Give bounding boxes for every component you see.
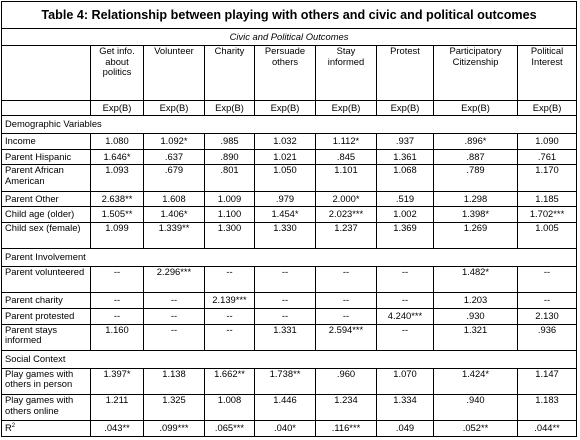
row-label: Parent Hispanic bbox=[2, 149, 91, 165]
value-cell: 1.298 bbox=[434, 191, 518, 207]
value-cell: 1.090 bbox=[518, 134, 577, 150]
value-cell: 1.369 bbox=[377, 223, 434, 249]
value-cell: .116*** bbox=[316, 421, 377, 437]
value-cell: 1.702*** bbox=[518, 207, 577, 223]
value-cell: -- bbox=[377, 293, 434, 309]
value-cell: -- bbox=[316, 293, 377, 309]
table-row bbox=[2, 395, 577, 421]
value-cell: 1.398* bbox=[434, 207, 518, 223]
column-header: Protest bbox=[377, 46, 434, 101]
value-cell: 2.638** bbox=[91, 191, 144, 207]
value-cell: 1.325 bbox=[144, 395, 205, 421]
value-cell: -- bbox=[316, 267, 377, 293]
value-cell: -- bbox=[91, 267, 144, 293]
value-cell: .979 bbox=[255, 191, 316, 207]
value-cell: .845 bbox=[316, 149, 377, 165]
value-cell: 1.070 bbox=[377, 368, 434, 394]
value-cell: -- bbox=[205, 267, 255, 293]
value-cell: 1.339** bbox=[144, 223, 205, 249]
value-cell: 1.009 bbox=[205, 191, 255, 207]
stat-label-cell: Exp(B) bbox=[518, 100, 577, 116]
section-label: Social Context bbox=[2, 350, 577, 368]
table-row bbox=[2, 267, 577, 293]
value-cell: -- bbox=[255, 293, 316, 309]
value-cell: 1.608 bbox=[144, 191, 205, 207]
value-cell: -- bbox=[205, 324, 255, 350]
section-row bbox=[2, 350, 577, 368]
value-cell: 1.092* bbox=[144, 134, 205, 150]
value-cell: -- bbox=[91, 293, 144, 309]
value-cell: .052** bbox=[434, 421, 518, 437]
value-cell: -- bbox=[144, 309, 205, 325]
column-header: Volunteer bbox=[144, 46, 205, 101]
table-row bbox=[2, 134, 577, 150]
r-squared-label bbox=[2, 421, 91, 437]
value-cell: 1.100 bbox=[205, 207, 255, 223]
section-row bbox=[2, 116, 577, 134]
column-header: Political Interest bbox=[518, 46, 577, 101]
stat-label-cell: Exp(B) bbox=[434, 100, 518, 116]
value-cell: 1.300 bbox=[205, 223, 255, 249]
r-squared-row bbox=[2, 421, 577, 437]
value-cell: .887 bbox=[434, 149, 518, 165]
column-header: Stay informed bbox=[316, 46, 377, 101]
value-cell: -- bbox=[91, 309, 144, 325]
value-cell: 1.482* bbox=[434, 267, 518, 293]
value-cell: 1.160 bbox=[91, 324, 144, 350]
stat-label-cell: Exp(B) bbox=[205, 100, 255, 116]
stat-label-cell: Exp(B) bbox=[377, 100, 434, 116]
row-label: Parent volunteered bbox=[2, 267, 91, 293]
table-row bbox=[2, 293, 577, 309]
value-cell: .099*** bbox=[144, 421, 205, 437]
value-cell: 1.008 bbox=[205, 395, 255, 421]
row-label: Parent Other bbox=[2, 191, 91, 207]
value-cell: .930 bbox=[434, 309, 518, 325]
value-cell: 1.505** bbox=[91, 207, 144, 223]
value-cell: 1.330 bbox=[255, 223, 316, 249]
stat-blank-cell bbox=[2, 100, 91, 116]
table-row bbox=[2, 191, 577, 207]
table-row bbox=[2, 368, 577, 394]
value-cell: 1.032 bbox=[255, 134, 316, 150]
value-cell: .960 bbox=[316, 368, 377, 394]
stat-label-cell: Exp(B) bbox=[144, 100, 205, 116]
value-cell: -- bbox=[377, 324, 434, 350]
table-row bbox=[2, 165, 577, 191]
value-cell: 1.334 bbox=[377, 395, 434, 421]
value-cell: 1.397* bbox=[91, 368, 144, 394]
table-subtitle: Civic and Political Outcomes bbox=[2, 29, 577, 46]
table-row bbox=[2, 223, 577, 249]
row-label: Child age (older) bbox=[2, 207, 91, 223]
value-cell: -- bbox=[518, 267, 577, 293]
value-cell: -- bbox=[518, 293, 577, 309]
r-squared-letter: R bbox=[5, 422, 12, 434]
section-label: Demographic Variables bbox=[2, 116, 577, 134]
value-cell: 1.101 bbox=[316, 165, 377, 191]
results-table bbox=[1, 1, 577, 437]
value-cell: .789 bbox=[434, 165, 518, 191]
value-cell: 2.139*** bbox=[205, 293, 255, 309]
value-cell: 1.269 bbox=[434, 223, 518, 249]
table-row bbox=[2, 207, 577, 223]
column-header: Participatory Citizenship bbox=[434, 46, 518, 101]
value-cell: .040* bbox=[255, 421, 316, 437]
value-cell: 1.099 bbox=[91, 223, 144, 249]
section-label: Parent Involvement bbox=[2, 249, 577, 267]
value-cell: 1.454* bbox=[255, 207, 316, 223]
value-cell: 1.234 bbox=[316, 395, 377, 421]
stat-label-cell: Exp(B) bbox=[316, 100, 377, 116]
value-cell: 1.093 bbox=[91, 165, 144, 191]
value-cell: 1.138 bbox=[144, 368, 205, 394]
value-cell: 1.080 bbox=[91, 134, 144, 150]
value-cell: 1.183 bbox=[518, 395, 577, 421]
value-cell: 1.112* bbox=[316, 134, 377, 150]
value-cell: 1.406* bbox=[144, 207, 205, 223]
row-label: Income bbox=[2, 134, 91, 150]
value-cell: 1.237 bbox=[316, 223, 377, 249]
row-label: Play games with others online bbox=[2, 395, 91, 421]
value-cell: 4.240*** bbox=[377, 309, 434, 325]
value-cell: -- bbox=[144, 324, 205, 350]
value-cell: 1.662** bbox=[205, 368, 255, 394]
column-header: Get info. about politics bbox=[91, 46, 144, 101]
value-cell: -- bbox=[316, 309, 377, 325]
value-cell: 1.185 bbox=[518, 191, 577, 207]
value-cell: .890 bbox=[205, 149, 255, 165]
row-label: Play games with others in person bbox=[2, 368, 91, 394]
value-cell: 1.738** bbox=[255, 368, 316, 394]
value-cell: 2.594*** bbox=[316, 324, 377, 350]
value-cell: .936 bbox=[518, 324, 577, 350]
value-cell: .679 bbox=[144, 165, 205, 191]
value-cell: 1.646* bbox=[91, 149, 144, 165]
value-cell: -- bbox=[205, 309, 255, 325]
r-squared-superscript: 2 bbox=[11, 423, 16, 430]
row-label: Parent stays informed bbox=[2, 324, 91, 350]
table-row bbox=[2, 149, 577, 165]
table-row bbox=[2, 324, 577, 350]
value-cell: .940 bbox=[434, 395, 518, 421]
table-title: Table 4: Relationship between playing with others and civic and political outcomes bbox=[2, 2, 577, 29]
value-cell: 1.446 bbox=[255, 395, 316, 421]
column-header: Charity bbox=[205, 46, 255, 101]
stat-label-cell: Exp(B) bbox=[255, 100, 316, 116]
value-cell: 1.147 bbox=[518, 368, 577, 394]
value-cell: 2.130 bbox=[518, 309, 577, 325]
value-cell: .937 bbox=[377, 134, 434, 150]
section-row bbox=[2, 249, 577, 267]
value-cell: 1.068 bbox=[377, 165, 434, 191]
value-cell: 2.000* bbox=[316, 191, 377, 207]
value-cell: .049 bbox=[377, 421, 434, 437]
value-cell: 1.203 bbox=[434, 293, 518, 309]
value-cell: -- bbox=[377, 267, 434, 293]
value-cell: .043** bbox=[91, 421, 144, 437]
value-cell: .985 bbox=[205, 134, 255, 150]
value-cell: .801 bbox=[205, 165, 255, 191]
header-blank-cell bbox=[2, 46, 91, 101]
value-cell: -- bbox=[144, 293, 205, 309]
column-header: Persuade others bbox=[255, 46, 316, 101]
value-cell: .761 bbox=[518, 149, 577, 165]
value-cell: 1.211 bbox=[91, 395, 144, 421]
value-cell: -- bbox=[255, 309, 316, 325]
value-cell: 1.424* bbox=[434, 368, 518, 394]
row-label: Parent African American bbox=[2, 165, 91, 191]
value-cell: .519 bbox=[377, 191, 434, 207]
value-cell: .637 bbox=[144, 149, 205, 165]
value-cell: 1.170 bbox=[518, 165, 577, 191]
value-cell: 1.021 bbox=[255, 149, 316, 165]
value-cell: 1.361 bbox=[377, 149, 434, 165]
row-label: Parent charity bbox=[2, 293, 91, 309]
stat-label-cell: Exp(B) bbox=[91, 100, 144, 116]
value-cell: 1.050 bbox=[255, 165, 316, 191]
value-cell: 1.002 bbox=[377, 207, 434, 223]
value-cell: .896* bbox=[434, 134, 518, 150]
value-cell: .065*** bbox=[205, 421, 255, 437]
value-cell: -- bbox=[255, 267, 316, 293]
value-cell: .044** bbox=[518, 421, 577, 437]
value-cell: 1.005 bbox=[518, 223, 577, 249]
row-label: Parent protested bbox=[2, 309, 91, 325]
value-cell: 2.296*** bbox=[144, 267, 205, 293]
value-cell: 1.331 bbox=[255, 324, 316, 350]
table-row bbox=[2, 309, 577, 325]
value-cell: 1.321 bbox=[434, 324, 518, 350]
value-cell: 2.023*** bbox=[316, 207, 377, 223]
row-label: Child sex (female) bbox=[2, 223, 91, 249]
